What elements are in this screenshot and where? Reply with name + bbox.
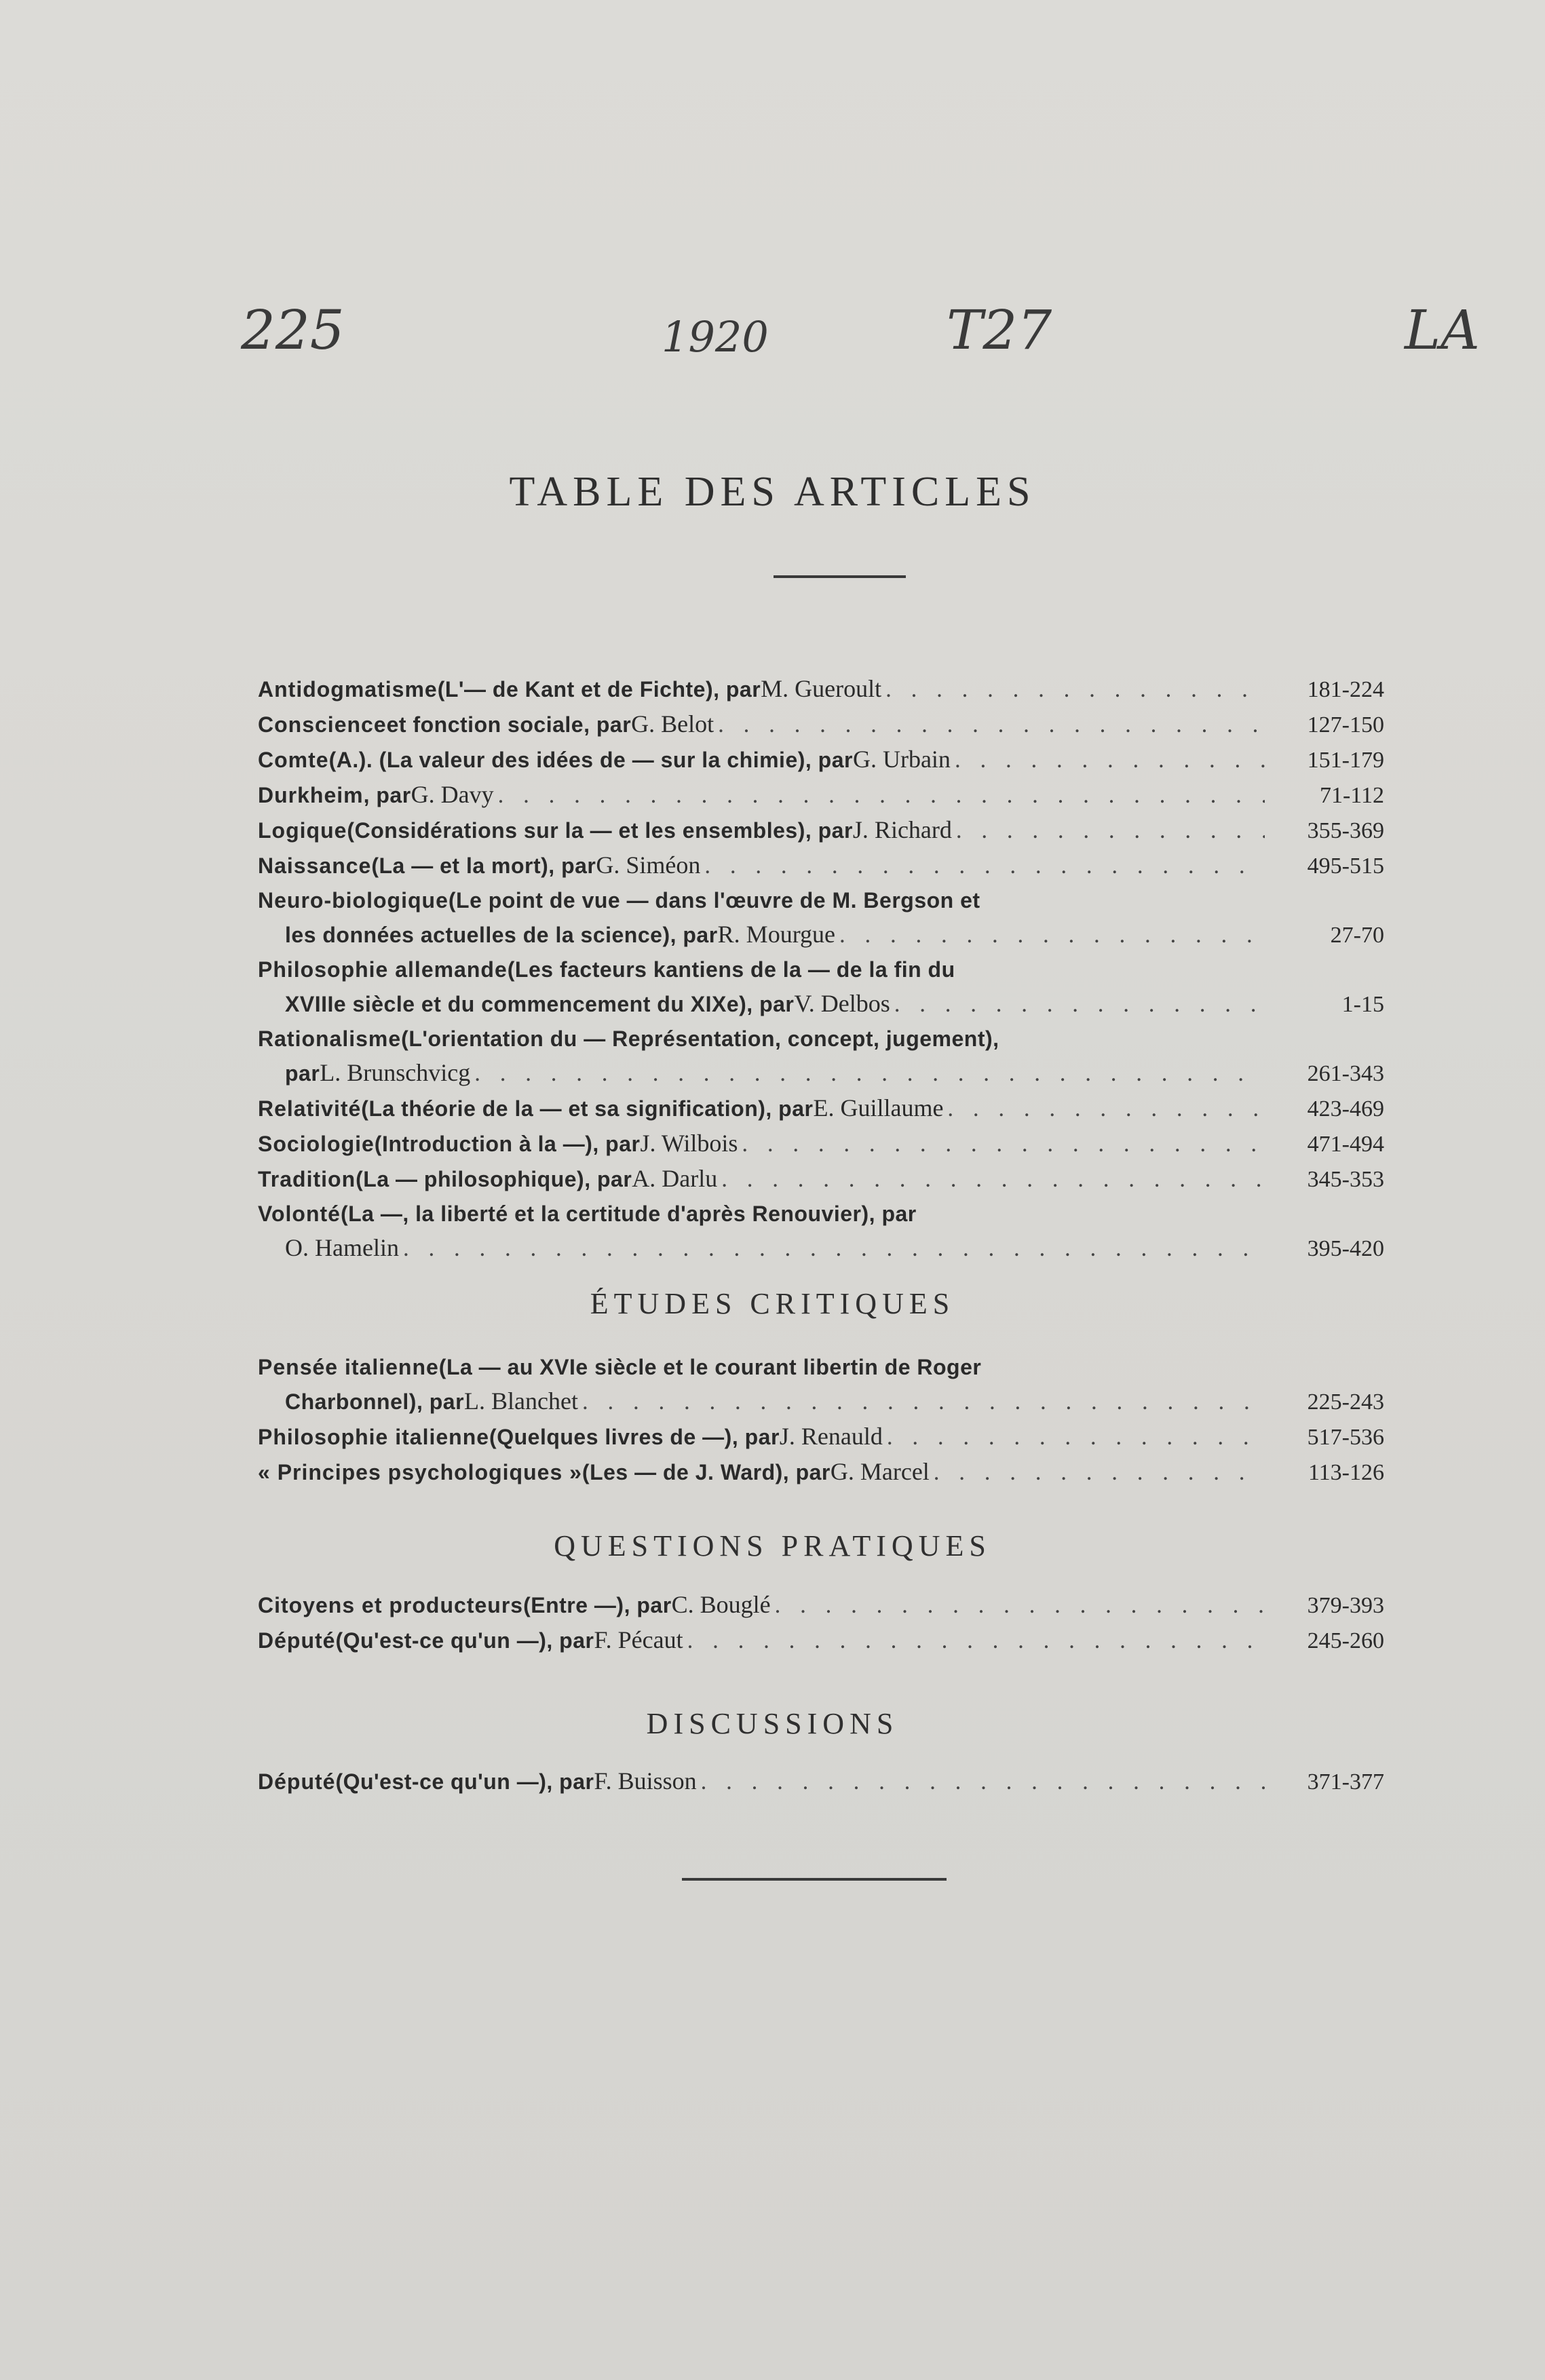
- entry-keyword: Tradition: [258, 1167, 356, 1191]
- leader-dots: [582, 1385, 1265, 1419]
- leader-dots: [721, 1162, 1265, 1196]
- toc-entry-line: [258, 1162, 1384, 1197]
- leader-dots: [498, 778, 1265, 812]
- toc-entry-line: [258, 742, 1384, 778]
- entry-author: G. Davy: [411, 781, 494, 808]
- toc-questions: [258, 1588, 1384, 1658]
- leader-dots: [701, 1765, 1265, 1799]
- entry-author: O. Hamelin: [285, 1234, 399, 1261]
- entry-author: J. Renauld: [779, 1423, 883, 1450]
- toc-entry: [258, 1419, 1384, 1455]
- entry-description: , par: [363, 783, 411, 807]
- entry-description: (Les facteurs kantiens de la — de la fin du: [507, 957, 955, 982]
- toc-etudes: [258, 1350, 1384, 1490]
- entry-description: (Les — de J. Ward), par: [581, 1460, 831, 1484]
- leader-dots: [839, 918, 1265, 952]
- entry-pages: 423-469: [1307, 1096, 1384, 1121]
- toc-entry-line: [258, 1764, 1384, 1799]
- entry-description-cont: XVIIIe siècle et du commencement du XIXe), par: [285, 992, 795, 1016]
- entry-keyword: Rationalisme: [258, 1026, 402, 1051]
- entry-author: E. Guillaume: [813, 1094, 944, 1121]
- entry-keyword: Pensée italienne: [258, 1355, 439, 1379]
- toc-entry-line: [258, 1197, 1384, 1231]
- entry-description: (Considérations sur la — et les ensembles), par: [347, 818, 853, 843]
- toc-entry-line: [258, 883, 1384, 917]
- toc-entry: [258, 1350, 1384, 1419]
- entry-author: G. Marcel: [830, 1458, 930, 1485]
- entry-author: C. Bouglé: [671, 1591, 771, 1618]
- leader-dots: [955, 743, 1265, 777]
- entry-pages: 1-15: [1341, 992, 1384, 1017]
- toc-entry-line: [258, 707, 1384, 742]
- entry-pages: 379-393: [1307, 1593, 1384, 1618]
- toc-entry-line: [258, 778, 1384, 813]
- entry-author: G. Belot: [631, 710, 714, 737]
- entry-description: (La théorie de la — et sa signification), par: [361, 1096, 814, 1121]
- entry-author: M. Gueroult: [761, 675, 882, 702]
- entry-keyword: Philosophie allemande: [258, 957, 508, 982]
- toc-entry: [258, 848, 1384, 883]
- toc-entry-line: [258, 813, 1384, 848]
- entry-pages: 371-377: [1307, 1769, 1384, 1794]
- entry-pages: 261-343: [1307, 1061, 1384, 1086]
- entry-pages: 71-112: [1319, 783, 1384, 808]
- toc-entry-line: [258, 1623, 1384, 1658]
- entry-description: (Qu'est-ce qu'un —), par: [335, 1628, 594, 1653]
- toc-entry-line: [258, 1419, 1384, 1455]
- entry-keyword: Comte: [258, 748, 329, 772]
- handwritten-note-3: T27: [947, 299, 1052, 362]
- toc-articles: [258, 672, 1384, 1266]
- entry-description: (Le point de vue — dans l'œuvre de M. Bergson et: [448, 888, 980, 913]
- entry-author: A. Darlu: [632, 1165, 718, 1192]
- entry-author: L. Blanchet: [464, 1387, 578, 1415]
- entry-pages: 395-420: [1307, 1236, 1384, 1261]
- toc-entry: [258, 1197, 1384, 1266]
- leader-dots: [894, 987, 1265, 1021]
- entry-keyword: Philosophie italienne: [258, 1425, 490, 1449]
- toc-entry-line: [258, 986, 1384, 1022]
- entry-pages: 495-515: [1307, 853, 1384, 879]
- toc-entry-line: [258, 1588, 1384, 1623]
- entry-author: J. Richard: [852, 816, 952, 843]
- toc-entry-line: [258, 672, 1384, 707]
- entry-description: (L'orientation du — Représentation, concept, jugement),: [401, 1026, 999, 1051]
- title-rule: [774, 575, 906, 578]
- entry-keyword: Neuro-biologique: [258, 888, 449, 913]
- entry-keyword: Sociologie: [258, 1132, 375, 1156]
- toc-entry: [258, 1162, 1384, 1197]
- entry-description: (La — et la mort), par: [371, 853, 596, 878]
- toc-entry-line: [258, 1056, 1384, 1091]
- entry-keyword: Antidogmatisme: [258, 677, 438, 702]
- entry-keyword: Relativité: [258, 1096, 362, 1121]
- entry-description: (A.). (La valeur des idées de — sur la chimie), par: [328, 748, 853, 772]
- leader-dots: [403, 1231, 1265, 1265]
- toc-discussions: [258, 1764, 1384, 1799]
- leader-dots: [687, 1624, 1265, 1657]
- leader-dots: [775, 1588, 1265, 1622]
- entry-pages: 517-536: [1307, 1425, 1384, 1450]
- entry-description: (La — philosophique), par: [356, 1167, 632, 1191]
- toc-entry-line: [258, 953, 1384, 986]
- entry-description: (La — au XVIe siècle et le courant libertin de Roger: [438, 1355, 982, 1379]
- toc-entry-line: [258, 1091, 1384, 1126]
- handwritten-note-2: 1920: [662, 312, 769, 362]
- entry-author: J. Wilbois: [640, 1130, 738, 1157]
- entry-author: R. Mourgue: [717, 921, 836, 948]
- entry-pages: 151-179: [1307, 748, 1384, 773]
- entry-description: (Introduction à la —), par: [374, 1132, 641, 1156]
- leader-dots: [718, 708, 1265, 742]
- entry-keyword: « Principes psychologiques »: [258, 1460, 582, 1484]
- entry-author: L. Brunschvicg: [320, 1059, 471, 1086]
- toc-entry: [258, 778, 1384, 813]
- leader-dots: [956, 813, 1265, 847]
- toc-entry-line: [258, 917, 1384, 953]
- entry-author: G. Urbain: [852, 746, 951, 773]
- entry-description: (L'— de Kant et de Fichte), par: [437, 677, 761, 702]
- leader-dots: [885, 672, 1265, 706]
- toc-entry: [258, 1764, 1384, 1799]
- page-title: TABLE DES ARTICLES: [509, 469, 1036, 515]
- toc-entry: [258, 813, 1384, 848]
- entry-keyword: Volonté: [258, 1202, 341, 1226]
- entry-description-cont: les données actuelles de la science), par: [285, 923, 718, 947]
- section-heading-questions: QUESTIONS PRATIQUES: [554, 1529, 991, 1562]
- entry-pages: 27-70: [1330, 923, 1384, 948]
- handwritten-note-1: 225: [241, 299, 345, 362]
- toc-entry: [258, 953, 1384, 1022]
- end-rule: [682, 1878, 947, 1881]
- toc-entry-line: [258, 1384, 1384, 1419]
- entry-description-cont: par: [285, 1061, 320, 1086]
- entry-author: V. Delbos: [794, 990, 890, 1017]
- toc-entry-line: [258, 1126, 1384, 1162]
- toc-entry-line: [258, 1455, 1384, 1490]
- entry-description: (Entre —), par: [523, 1593, 672, 1617]
- entry-keyword: Député: [258, 1769, 336, 1794]
- toc-entry: [258, 883, 1384, 953]
- leader-dots: [474, 1056, 1265, 1090]
- toc-entry-line: [258, 1022, 1384, 1056]
- leader-dots: [947, 1092, 1265, 1126]
- entry-keyword: Durkheim: [258, 783, 364, 807]
- entry-pages: 127-150: [1307, 712, 1384, 737]
- entry-description: (Qu'est-ce qu'un —), par: [335, 1769, 594, 1794]
- entry-author: F. Buisson: [594, 1767, 697, 1794]
- entry-author: G. Siméon: [596, 851, 701, 879]
- section-heading-etudes: ÉTUDES CRITIQUES: [590, 1287, 955, 1320]
- entry-pages: 355-369: [1307, 818, 1384, 843]
- entry-pages: 345-353: [1307, 1167, 1384, 1192]
- entry-keyword: Logique: [258, 818, 347, 843]
- toc-entry: [258, 1623, 1384, 1658]
- entry-pages: 181-224: [1307, 677, 1384, 702]
- leader-dots: [887, 1420, 1265, 1454]
- entry-pages: 113-126: [1308, 1460, 1384, 1485]
- entry-description: et fonction sociale, par: [386, 712, 632, 737]
- handwritten-note-4: LA: [1405, 299, 1480, 362]
- section-heading-discussions: DISCUSSIONS: [646, 1707, 899, 1740]
- toc-entry: [258, 1091, 1384, 1126]
- toc-entry: [258, 1126, 1384, 1162]
- toc-entry: [258, 672, 1384, 707]
- entry-keyword: Député: [258, 1628, 336, 1653]
- entry-description-cont: Charbonnel), par: [285, 1389, 465, 1414]
- entry-keyword: Naissance: [258, 853, 372, 878]
- entry-description: (Quelques livres de —), par: [489, 1425, 780, 1449]
- toc-entry-line: [258, 1350, 1384, 1384]
- toc-entry: [258, 707, 1384, 742]
- toc-entry-line: [258, 1231, 1384, 1266]
- leader-dots: [934, 1455, 1265, 1489]
- leader-dots: [704, 849, 1265, 883]
- entry-keyword: Citoyens et producteurs: [258, 1593, 524, 1617]
- toc-entry: [258, 1588, 1384, 1623]
- entry-keyword: Conscience: [258, 712, 387, 737]
- entry-pages: 245-260: [1307, 1628, 1384, 1653]
- toc-entry: [258, 1455, 1384, 1490]
- entry-description: (La —, la liberté et la certitude d'après Renouvier), par: [340, 1202, 917, 1226]
- entry-pages: 471-494: [1307, 1132, 1384, 1157]
- toc-entry: [258, 742, 1384, 778]
- leader-dots: [742, 1127, 1265, 1161]
- entry-author: F. Pécaut: [594, 1626, 683, 1653]
- toc-entry: [258, 1022, 1384, 1091]
- entry-pages: 225-243: [1307, 1389, 1384, 1415]
- toc-entry-line: [258, 848, 1384, 883]
